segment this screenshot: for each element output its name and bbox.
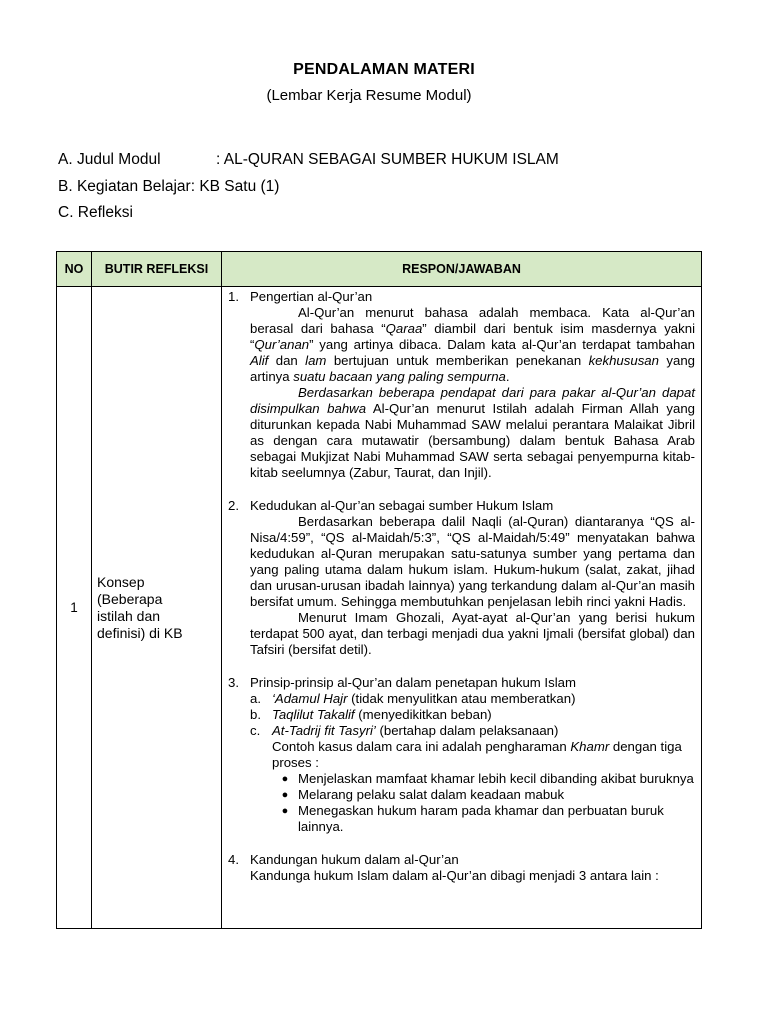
row-number: 1 (57, 287, 92, 929)
butir-line: istilah dan (97, 607, 161, 624)
meta-value-b: : KB Satu (1) (190, 178, 280, 195)
paragraph-istilah: Berdasarkan beberapa pendapat dari para pakar al-Qur’an dapat disimpulkan bahwa Al-Qur’an menurut Istilah adalah Firman Allah yang diturunkan kepada Nabi Muhammad SAW melalui perantara Malaikat Jibril as dengan cara mutawatir (bersambung) dalam bentuk Bahasa Arab sebagai Mukjizat Nabi Muhammad SAW serta sebagai penyempurna kitab-kitab seelumnya (Zabur, Taurat, dan Injil). (250, 385, 695, 480)
butir-line: (Beberapa (97, 590, 163, 607)
response-cell (222, 287, 702, 929)
section-prinsip (228, 675, 695, 835)
meta-label-b: B. Kegiatan Belajar (58, 178, 191, 195)
section-kandungan (228, 852, 695, 884)
meta-refleksi (58, 204, 133, 222)
section-number: 4. (228, 852, 239, 867)
refleksi-table (56, 251, 702, 929)
section-kedudukan (228, 498, 695, 658)
section-number: 3. (228, 675, 239, 690)
paragraph-ghozali: Menurut Imam Ghozali, Ayat-ayat al-Qur’an yang berisi hukum terdapat 500 ayat, dan terbagi menjadi dua yakni Ijmali (bersifat global) dan Tafsiri (bersifat detil). (250, 610, 695, 657)
list-item: ● Menjelaskan mamfaat khamar lebih kecil dibanding akibat buruknya (228, 771, 695, 787)
meta-value-a: : AL-QURAN SEBAGAI SUMBER HUKUM ISLAM (216, 151, 559, 168)
section-pengertian (228, 289, 695, 481)
butir-line: definisi) di KB (97, 624, 183, 641)
paragraph-bahasa: Al-Qur’an menurut bahasa adalah membaca. Kata al-Qur’an berasal dari bahasa “Qaraa” diambil dari bentuk isim masdernya yakni “Qur’anan” yang artinya dibaca. Dalam kata al-Qur’an terdapat tambahan Alif dan lam bertujuan untuk memberikan penekanan kekhususan yang artinya suatu bacaan yang paling sempurna. (250, 305, 695, 384)
bullet-dot-icon: ● (281, 805, 289, 817)
table-row (57, 287, 702, 929)
table-header-row (57, 252, 702, 287)
butir-line: Konsep (97, 573, 145, 590)
paragraph-dalil: Berdasarkan beberapa dalil Naqli (al-Quran) diantaranya “QS al-Nisa/4:59”, “QS al-Maidah/5:3”, “QS al-Maidah/5:49” menyatakan bahwa kedudukan al-Quran merupakan satu-satunya sumber yang pertama dan yang paling utama dalam hukum islam. Hukum-hukum (salat, zakat, jihad dan urusan-urusan ibadah lainnya) yang terkandung dalam al-Qur’an masih bersifat umum. Sehingga membutuhkan penjelasan lebih rinci yakni Hadis. (250, 514, 695, 609)
list-item: c. At-Tadrij fit Tasyri’ (bertahap dalam pelaksanaan) (250, 723, 559, 738)
section-number: 2. (228, 498, 239, 513)
section-heading: Prinsip-prinsip al-Qur’an dalam penetapan hukum Islam (250, 675, 576, 690)
header-no: NO (57, 252, 92, 287)
butir-refleksi-cell (92, 287, 222, 929)
meta-label-c: C. Refleksi (58, 204, 133, 221)
meta-kegiatan-belajar (58, 178, 279, 196)
section-heading: Kandungan hukum dalam al-Qur’an (250, 852, 459, 867)
list-item: a. ‘Adamul Hajr (tidak menyulitkan atau memberatkan) (250, 691, 576, 706)
example-text: Contoh kasus dalam cara ini adalah pengharaman Khamr dengan tiga proses : (272, 739, 682, 770)
meta-judul-modul (58, 151, 559, 169)
list-item: b. Taqlilut Takalif (menyedikitkan beban) (250, 707, 492, 722)
header-respon-jawaban: RESPON/JAWABAN (222, 252, 702, 287)
document-subtitle: (Lembar Kerja Resume Modul) (266, 87, 472, 104)
header-butir-refleksi: BUTIR REFLEKSI (92, 252, 222, 287)
bullet-dot-icon: ● (281, 773, 289, 785)
section-number: 1. (228, 289, 239, 304)
document-title: PENDALAMAN MATERI (293, 61, 475, 78)
section-heading: Pengertian al-Qur’an (250, 289, 373, 304)
list-item: ● Menegaskan hukum haram pada khamar dan perbuatan buruk lainnya. (228, 803, 695, 835)
list-item: ● Melarang pelaku salat dalam keadaan mabuk (228, 787, 695, 803)
bullet-dot-icon: ● (281, 789, 289, 801)
meta-label-a: A. Judul Modul (58, 151, 161, 168)
section-heading: Kedudukan al-Qur’an sebagai sumber Hukum Islam (250, 498, 554, 513)
paragraph-kandungan: Kandunga hukum Islam dalam al-Qur’an dibagi menjadi 3 antara lain : (250, 868, 659, 883)
